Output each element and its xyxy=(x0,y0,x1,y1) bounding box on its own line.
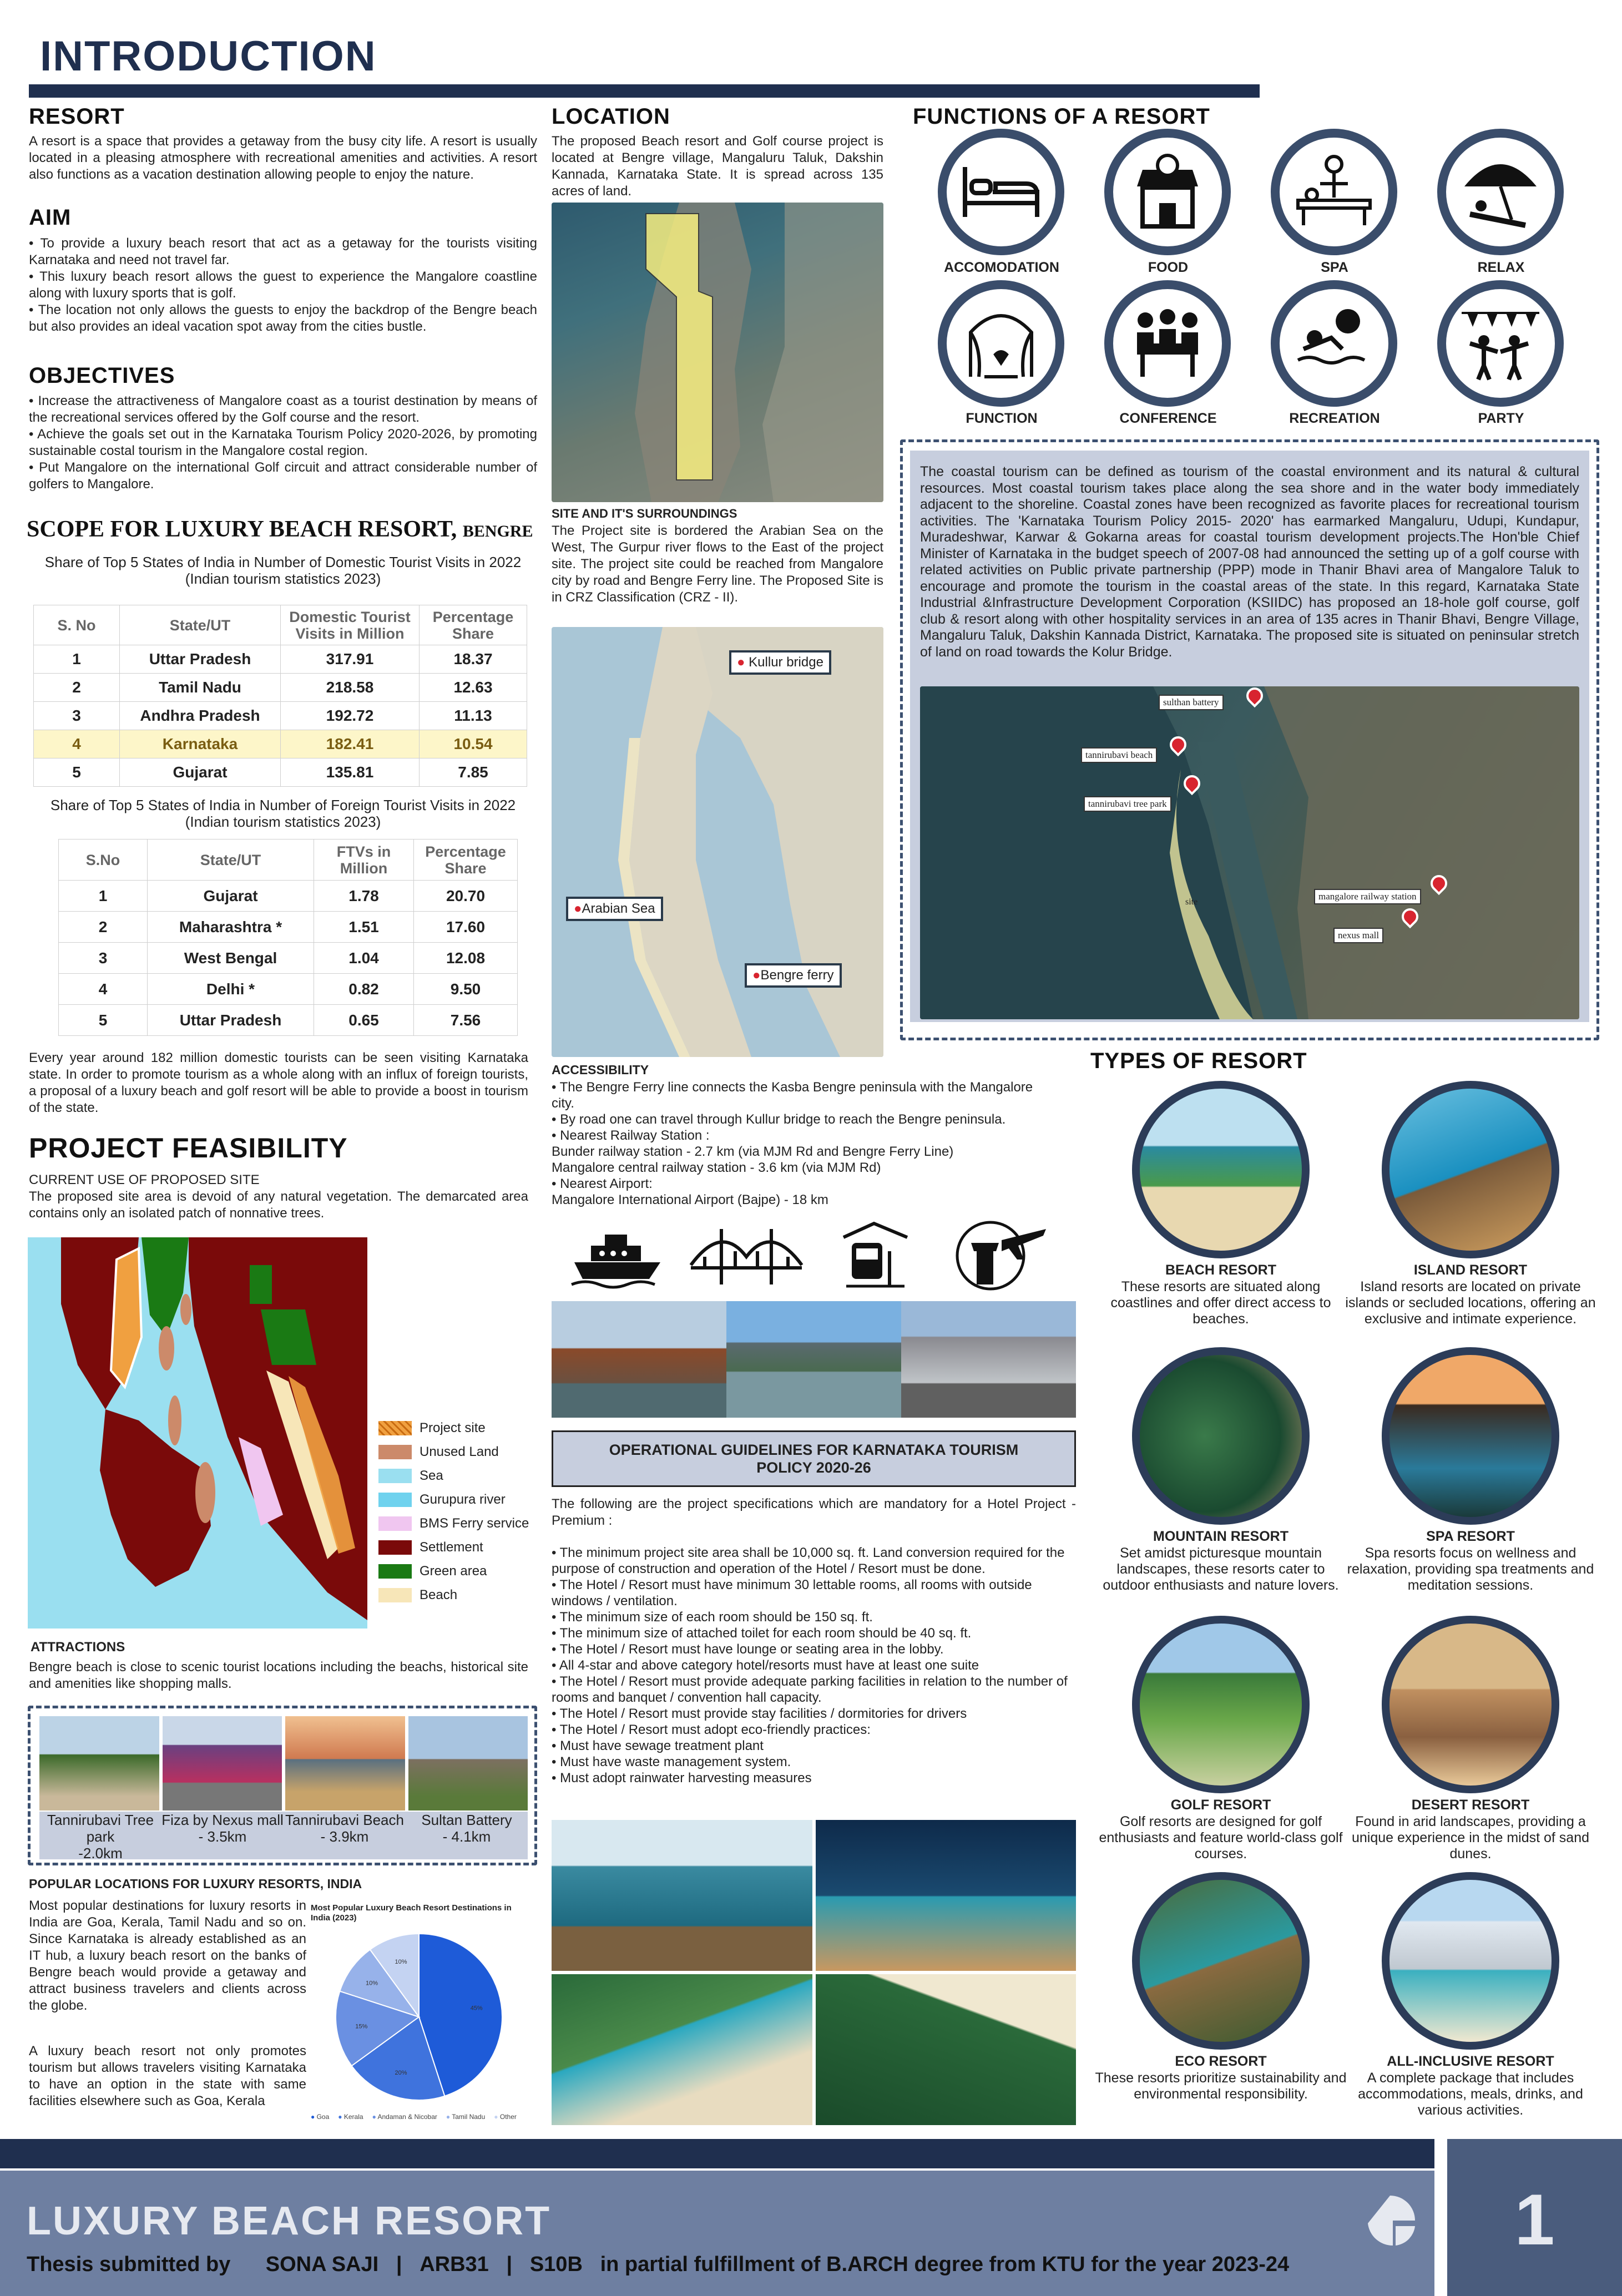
legend-swatch xyxy=(378,1564,412,1579)
pie-data-label: 45% xyxy=(470,2005,483,2012)
accessibility-line: • By road one can travel through Kullur bridge to reach the Bengre peninsula. xyxy=(552,1112,1006,1127)
table-cell: 1 xyxy=(34,645,120,674)
functions-heading: FUNCTIONS OF A RESORT xyxy=(913,104,1210,129)
function-label: CONFERENCE xyxy=(1119,411,1217,426)
table-header: State/UT xyxy=(148,839,314,881)
chart-title: Most Popular Luxury Beach Resort Destinations in India (2023) xyxy=(311,1903,512,1923)
table-cell: 1.78 xyxy=(314,881,414,912)
table-row xyxy=(59,943,518,974)
aim-heading: AIM xyxy=(29,205,72,230)
table-cell: 3 xyxy=(34,702,120,730)
pie-legend-item: ● Andaman & Nicobar xyxy=(372,2113,437,2121)
guideline-item: • The Hotel / Resort must provide adequate parking facilities in relation to the number of rooms and banquet / convention hall capacity. xyxy=(552,1674,1068,1705)
table-cell: 5 xyxy=(34,758,120,787)
table-row xyxy=(59,912,518,943)
table-cell: 4 xyxy=(34,730,120,758)
legend-item xyxy=(378,1468,443,1484)
resort-type-name: DESERT RESORT xyxy=(1411,1797,1530,1813)
title-underline xyxy=(29,84,1260,98)
bed-icon xyxy=(938,129,1064,255)
table-cell: 17.60 xyxy=(414,912,518,943)
table-cell: 7.56 xyxy=(414,1005,518,1036)
table-row xyxy=(34,645,527,674)
table-cell: 182.41 xyxy=(281,730,420,758)
table-cell: Maharashtra * xyxy=(148,912,314,943)
guideline-item: • The minimum size of each room should be 150 sq. ft. xyxy=(552,1610,873,1625)
function-label: ACCOMODATION xyxy=(944,260,1059,275)
resort-type-photo xyxy=(1132,1347,1310,1525)
page-title: INTRODUCTION xyxy=(40,33,377,80)
footer xyxy=(0,2171,1434,2296)
resort-type-description: Golf resorts are designed for golf enthusiasts and feature world-class golf courses. xyxy=(1099,1814,1343,1862)
resort-type-description: Found in arid landscapes, providing a unique experience in the midst of sand dunes. xyxy=(1351,1814,1590,1862)
table-row xyxy=(59,1005,518,1036)
pie-data-label: 10% xyxy=(366,1980,378,1987)
resort-type-name: ISLAND RESORT xyxy=(1413,1262,1528,1278)
station-photo xyxy=(901,1301,1076,1418)
map-label-bengre-ferry: ●Bengre ferry xyxy=(745,963,842,988)
guideline-item: • The minimum project site area shall be 10,000 sq. ft. Land conversion required for the purpose of construction and operation of the Hotel / Resort must be done. xyxy=(552,1545,1065,1576)
table-cell: Karnataka xyxy=(120,730,281,758)
guideline-item: • Must adopt rainwater harvesting measures xyxy=(552,1771,812,1786)
footer-credits: Thesis submitted by SONA SAJI | ARB31 | S10B in partial fulfillment of B.ARCH degree from KTU for the year 2023-24 xyxy=(27,2253,1290,2276)
attractions-text: Bengre beach is close to scenic tourist locations including the beachs, historical site and amenities like shopping malls. xyxy=(29,1660,528,1691)
site-surroundings-map xyxy=(552,627,883,1057)
table-row xyxy=(34,702,527,730)
ferry-photo xyxy=(552,1301,726,1418)
guidelines-list xyxy=(552,1545,1076,1786)
table-cell: 135.81 xyxy=(281,758,420,787)
table-cell: 0.65 xyxy=(314,1005,414,1036)
beach-photo xyxy=(285,1716,405,1810)
attraction-label: Fiza by Nexus mall - 3.5km xyxy=(161,1812,284,1845)
resort-type-photo xyxy=(1382,1872,1559,2050)
guideline-item: • The Hotel / Resort must adopt eco-friendly practices: xyxy=(552,1722,871,1737)
attractions-box xyxy=(28,1706,537,1865)
table-cell: 1.51 xyxy=(314,912,414,943)
legend-swatch xyxy=(378,1540,412,1555)
objective-item: • Achieve the goals set out in the Karnataka Tourism Policy 2020-2026, by promoting sustainable costal tourism in the Mangalore costal region. xyxy=(29,427,537,458)
pie-data-label: 10% xyxy=(395,1959,407,1966)
function-label: FUNCTION xyxy=(966,411,1038,426)
guidelines-intro: The following are the project specifications which are mandatory for a Hotel Project - Premium : xyxy=(552,1496,1076,1528)
pie-data-label: 20% xyxy=(395,2069,407,2076)
recreation-icon xyxy=(1271,280,1397,407)
resort-type-description: These resorts prioritize sustainability and environmental responsibility. xyxy=(1095,2070,1347,2102)
footer-title: LUXURY BEACH RESORT xyxy=(27,2199,552,2243)
table-cell: Delhi * xyxy=(148,974,314,1005)
legend-label: Settlement xyxy=(420,1540,483,1555)
resort-type-description: Spa resorts focus on wellness and relaxation, providing spa treatments and meditation sessions. xyxy=(1347,1545,1594,1593)
table-cell: Gujarat xyxy=(120,758,281,787)
table-header: Domestic Tourist Visits in Million xyxy=(281,605,420,645)
table-cell: 12.63 xyxy=(420,674,527,702)
table-header: S. No xyxy=(34,605,120,645)
table-row xyxy=(59,974,518,1005)
types-heading: TYPES OF RESORT xyxy=(1090,1049,1307,1073)
legend-label: Beach xyxy=(420,1587,458,1602)
collage-photo xyxy=(816,1974,1077,2125)
objectives-heading: OBJECTIVES xyxy=(29,363,175,388)
aim-item: • To provide a luxury beach resort that act as a getaway for the tourists visiting Karnataka and need not travel far. xyxy=(29,236,537,267)
accessibility-line: Mangalore International Airport (Bajpe) - 18 km xyxy=(552,1192,828,1207)
page-number-panel xyxy=(1447,2139,1622,2296)
function-label: RELAX xyxy=(1477,260,1525,275)
legend-label: Gurupura river xyxy=(420,1492,506,1507)
resort-type-name: BEACH RESORT xyxy=(1165,1262,1276,1278)
resort-type-photo xyxy=(1382,1616,1559,1793)
table-cell: 3 xyxy=(59,943,148,974)
feasibility-heading: PROJECT FEASIBILITY xyxy=(29,1132,348,1164)
legend-swatch xyxy=(378,1493,412,1507)
domestic-tourist-table xyxy=(33,605,527,787)
table-cell: 12.08 xyxy=(414,943,518,974)
site-context-satellite-map xyxy=(920,686,1579,1019)
legend-item xyxy=(378,1516,529,1531)
table1-caption: Share of Top 5 States of India in Number of Domestic Tourist Visits in 2022 (Indian tourism statistics 2023) xyxy=(44,554,522,587)
map-label-arabian-sea: ●Arabian Sea xyxy=(566,897,663,921)
table-cell: 1.04 xyxy=(314,943,414,974)
objective-item: • Increase the attractiveness of Mangalore coast as a tourist destination by means of the recreational services offered by the Golf course and the resort. xyxy=(29,393,537,425)
attractions-heading: ATTRACTIONS xyxy=(31,1640,125,1655)
resort-type-description: Island resorts are located on private islands or secluded locations, offering an exclusive and intimate experience. xyxy=(1345,1279,1596,1327)
food-icon xyxy=(1104,129,1231,255)
legend-swatch xyxy=(378,1421,412,1435)
table-header: Percentage Share xyxy=(420,605,527,645)
bridge-icon xyxy=(688,1223,805,1290)
map-label: mangalore railway station xyxy=(1314,889,1421,904)
resort-type-name: MOUNTAIN RESORT xyxy=(1153,1529,1288,1544)
guideline-item: • The minimum size of attached toilet for each room should be 40 sq. ft. xyxy=(552,1626,972,1641)
objective-item: • Put Mangalore on the international Golf circuit and attract considerable number of golfers to Mangalore. xyxy=(29,460,537,492)
coastal-tourism-text: The coastal tourism can be defined as tourism of the coastal environment and its natural & cultural resources. Most coastal tourism takes place along the sea shore and in the water body immediately adjacent to the shoreline. Coastal zones have been recognized as favorite places for recreational tourism activities. The 'Karnataka Tourism Policy 2015- 2020' has earmarked Mangaluru, Udupi, Kundapur, Muradeshwar, Karwar & Gokarna areas for coastal tourism development projects.The Hon'ble Chief Minister of Karnataka in the budget speech of 2007-08 had announced the setting up of a golf course with related activities on Public private partnership (PPP) mode in Thanir Bhavi area of Mangalore Taluk to encourage and promote the tourism in the coastal areas of the state. In this regard, Karnataka State Industrial &Infrastructure Development Corporation (KSIIDC) has proposed an 18-hole golf course, golf club & resort along with other hospitality services in an area of 135 acres in Thanir Bhavi, Bengre Village, Mangaluru Taluk, Dakshin Kannada District, Karnataka. The proposed site is situated on peninsular stretch of land on road towards the Kolur Bridge. xyxy=(920,464,1579,660)
aim-item: • The location not only allows the guests to enjoy the backdrop of the Bengre beach but also provides an ideal vacation spot away from the cities bustle. xyxy=(29,302,537,334)
table-cell: Uttar Pradesh xyxy=(148,1005,314,1036)
logo-icon xyxy=(1362,2193,1418,2248)
guideline-item: • The Hotel / Resort must have lounge or seating area in the lobby. xyxy=(552,1642,944,1657)
map-label: sulthan battery xyxy=(1159,695,1224,710)
table-cell: 2 xyxy=(34,674,120,702)
resort-type-description: A complete package that includes accommodations, meals, drinks, and various activities. xyxy=(1358,2070,1583,2118)
map-label: tannirubavi tree park xyxy=(1084,796,1171,812)
attraction-label: Sultan Battery - 4.1km xyxy=(421,1812,512,1845)
legend-label: Project site xyxy=(420,1420,486,1435)
conference-icon xyxy=(1104,280,1231,407)
resort-type-description: These resorts are situated along coastlines and offer direct access to beaches. xyxy=(1110,1279,1331,1327)
bridge-photo xyxy=(726,1301,901,1418)
table-cell: Tamil Nadu xyxy=(120,674,281,702)
legend-item xyxy=(378,1492,506,1508)
table-cell: 2 xyxy=(59,912,148,943)
table-cell: 317.91 xyxy=(281,645,420,674)
legend-swatch xyxy=(378,1469,412,1483)
guideline-item: • Must have sewage treatment plant xyxy=(552,1738,764,1753)
surroundings-heading: SITE AND IT'S SURROUNDINGS xyxy=(552,507,737,520)
pie-data-label: 15% xyxy=(355,2023,368,2030)
attraction-label: Tannirubavi Beach - 3.9km xyxy=(285,1812,404,1845)
feasibility-sub: CURRENT USE OF PROPOSED SITE xyxy=(29,1172,260,1187)
pie-chart xyxy=(311,1903,527,2125)
legend-item xyxy=(378,1420,486,1436)
airport-icon xyxy=(952,1218,1049,1293)
tree-park-photo xyxy=(39,1716,159,1810)
scope-heading: SCOPE FOR LUXURY BEACH RESORT, xyxy=(27,517,457,542)
table2-caption: Share of Top 5 States of India in Number of Foreign Tourist Visits in 2022 (Indian tourism statistics 2023) xyxy=(50,797,516,830)
table-cell: 0.82 xyxy=(314,974,414,1005)
feasibility-text: The proposed site area is devoid of any natural vegetation. The demarcated area contains only an isolated patch of nonnative trees. xyxy=(29,1189,528,1221)
table-row xyxy=(34,758,527,787)
legend-swatch xyxy=(378,1445,412,1459)
table-cell: Gujarat xyxy=(148,881,314,912)
function-label: SPA xyxy=(1321,260,1348,275)
table-cell: 5 xyxy=(59,1005,148,1036)
accessibility-line: Bunder railway station - 2.7 km (via MJM Rd and Bengre Ferry Line) xyxy=(552,1144,954,1159)
table-cell: 218.58 xyxy=(281,674,420,702)
location-heading: LOCATION xyxy=(552,104,670,129)
table-row xyxy=(34,730,527,758)
footer-top-bar xyxy=(0,2139,1434,2168)
accessibility-list xyxy=(552,1079,1051,1208)
resort-type-photo xyxy=(1132,1872,1310,2050)
guideline-item: • Must have waste management system. xyxy=(552,1754,791,1769)
table-cell: 10.54 xyxy=(420,730,527,758)
resort-type-name: GOLF RESORT xyxy=(1170,1797,1271,1813)
party-icon xyxy=(1437,280,1564,407)
foreign-tourist-table xyxy=(58,839,518,1036)
battery-photo xyxy=(408,1716,528,1810)
resort-type-photo xyxy=(1132,1616,1310,1793)
popular-heading: POPULAR LOCATIONS FOR LUXURY RESORTS, INDIA xyxy=(29,1877,362,1891)
collage-photo xyxy=(816,1820,1077,1971)
legend-item xyxy=(378,1444,499,1460)
table-cell: 20.70 xyxy=(414,881,518,912)
legend-label: Unused Land xyxy=(420,1444,499,1459)
resort-type-photo xyxy=(1132,1081,1310,1258)
map-label-kullur-bridge: ● Kullur bridge xyxy=(729,650,831,675)
legend-label: BMS Ferry service xyxy=(420,1516,529,1531)
map-label: nexus mall xyxy=(1333,928,1383,943)
table-cell: 4 xyxy=(59,974,148,1005)
table-cell: 1 xyxy=(59,881,148,912)
accessibility-line: Mangalore central railway station - 3.6 km (via MJM Rd) xyxy=(552,1160,881,1175)
guideline-item: • The Hotel / Resort must have minimum 30 lettable rooms, all rooms with outside windows / ventilation. xyxy=(552,1577,1032,1609)
legend-item xyxy=(378,1540,483,1555)
land-use-legend xyxy=(367,1237,534,1629)
pie-legend-item: ● Kerala xyxy=(338,2113,363,2121)
table-header: S.No xyxy=(59,839,148,881)
attraction-label: Tannirubavi Tree park -2.0km xyxy=(47,1812,154,1862)
table-row xyxy=(59,881,518,912)
legend-item xyxy=(378,1587,457,1603)
land-use-map xyxy=(28,1237,367,1629)
resort-heading: RESORT xyxy=(29,104,125,129)
location-satellite-map xyxy=(552,203,883,502)
table-cell: West Bengal xyxy=(148,943,314,974)
accessibility-line: • The Bengre Ferry line connects the Kasba Bengre peninsula with the Mangalore city. xyxy=(552,1080,1033,1111)
table-cell: 9.50 xyxy=(414,974,518,1005)
table-cell: 7.85 xyxy=(420,758,527,787)
coastal-tourism-panel xyxy=(910,451,1589,1022)
pie-legend-item: ● Other xyxy=(494,2113,517,2121)
surroundings-text: The Project site is bordered the Arabian Sea on the West, The Gurpur river flows to the East of the project site. The project site could be reached from Mangalore city by road and Bengre Ferry line. The Proposed Site is in CRZ Classification (CRZ - II). xyxy=(552,523,883,605)
pie-legend-item: ● Goa xyxy=(311,2113,330,2121)
table-cell: 192.72 xyxy=(281,702,420,730)
accessibility-photos xyxy=(552,1301,1076,1418)
legend-label: Sea xyxy=(420,1468,443,1483)
resort-photo-collage xyxy=(552,1820,1076,2125)
spa-icon xyxy=(1271,129,1397,255)
wedding-icon xyxy=(938,280,1064,407)
table-header: FTVs in Million xyxy=(314,839,414,881)
collage-photo xyxy=(552,1820,812,1971)
map-label: tannirubavi beach xyxy=(1081,747,1157,763)
resort-type-name: ECO RESORT xyxy=(1175,2054,1267,2069)
aim-item: • This luxury beach resort allows the guest to experience the Mangalore coastline along with luxury sports that is golf. xyxy=(29,269,537,301)
scope-text: Every year around 182 million domestic tourists can be seen visiting Karnataka state. In order to promote tourism as a whole along with an influx of foreign tourists, a proposal of a luxury beach and golf resort will be able to provide a boost in tourism of the state. xyxy=(29,1050,528,1115)
legend-swatch xyxy=(378,1516,412,1531)
accessibility-heading: ACCESSIBILITY xyxy=(552,1063,649,1077)
accessibility-line: • Nearest Railway Station : xyxy=(552,1128,710,1143)
resort-type-photo xyxy=(1382,1347,1559,1525)
table-row xyxy=(34,674,527,702)
pie-legend-item: ● Tamil Nadu xyxy=(446,2113,486,2121)
table-header: State/UT xyxy=(120,605,281,645)
resort-type-name: ALL-INCLUSIVE RESORT xyxy=(1387,2054,1554,2069)
function-label: RECREATION xyxy=(1289,411,1380,426)
legend-item xyxy=(378,1564,487,1579)
table-cell: 11.13 xyxy=(420,702,527,730)
legend-swatch xyxy=(378,1588,412,1602)
function-label: PARTY xyxy=(1478,411,1524,426)
guidelines-heading: OPERATIONAL GUIDELINES FOR KARNATAKA TOURISM POLICY 2020-26 xyxy=(552,1430,1076,1487)
map-label-site: site xyxy=(1185,897,1198,907)
legend-label: Green area xyxy=(420,1564,487,1579)
accessibility-line: • Nearest Airport: xyxy=(552,1176,653,1191)
collage-photo xyxy=(552,1974,812,2125)
location-text: The proposed Beach resort and Golf course project is located at Bengre village, Mangaluru Taluk, Dakshin Kannada, Karnataka State. It is spread across 135 acres of land. xyxy=(552,134,883,199)
popular-text-2: A luxury beach resort not only promotes tourism but allows travelers visiting Karnataka to have an option in the state with same facilities elsewhere such as Goa, Kerala xyxy=(29,2044,306,2108)
resort-type-name: SPA RESORT xyxy=(1426,1529,1515,1544)
resort-type-photo xyxy=(1382,1081,1559,1258)
umbrella-icon xyxy=(1437,129,1564,255)
table-cell: Andhra Pradesh xyxy=(120,702,281,730)
function-label: FOOD xyxy=(1148,260,1189,275)
train-station-icon xyxy=(841,1221,910,1290)
resort-type-description: Set amidst picturesque mountain landscapes, these resorts cater to outdoor enthusiasts and nature lovers. xyxy=(1103,1545,1339,1593)
ship-icon xyxy=(569,1223,666,1290)
table-cell: 18.37 xyxy=(420,645,527,674)
page-number: 1 xyxy=(1514,2179,1555,2260)
table-header: Percentage Share xyxy=(414,839,518,881)
table-cell: Uttar Pradesh xyxy=(120,645,281,674)
guideline-item: • All 4-star and above category hotel/resorts must have at least one suite xyxy=(552,1658,979,1673)
guideline-item: • The Hotel / Resort must provide stay facilities / dormitories for drivers xyxy=(552,1706,967,1721)
popular-text-1: Most popular destinations for luxury resorts in India are Goa, Kerala, Tamil Nadu and so on. Since Karnataka is already established as an IT hub, a luxury beach resort on the banks of Bengre beach would provide a getaway and attract business travelers and clients across the globe. xyxy=(29,1898,306,2013)
mall-photo xyxy=(163,1716,282,1810)
scope-heading-small: BENGRE xyxy=(462,522,533,540)
resort-text: A resort is a space that provides a getaway from the busy city life. A resort is usually located in a pleasing atmosphere with recreational amenities and activities. A resort also functions as a vacation destination allowing people to enjoy the nature. xyxy=(29,134,537,182)
